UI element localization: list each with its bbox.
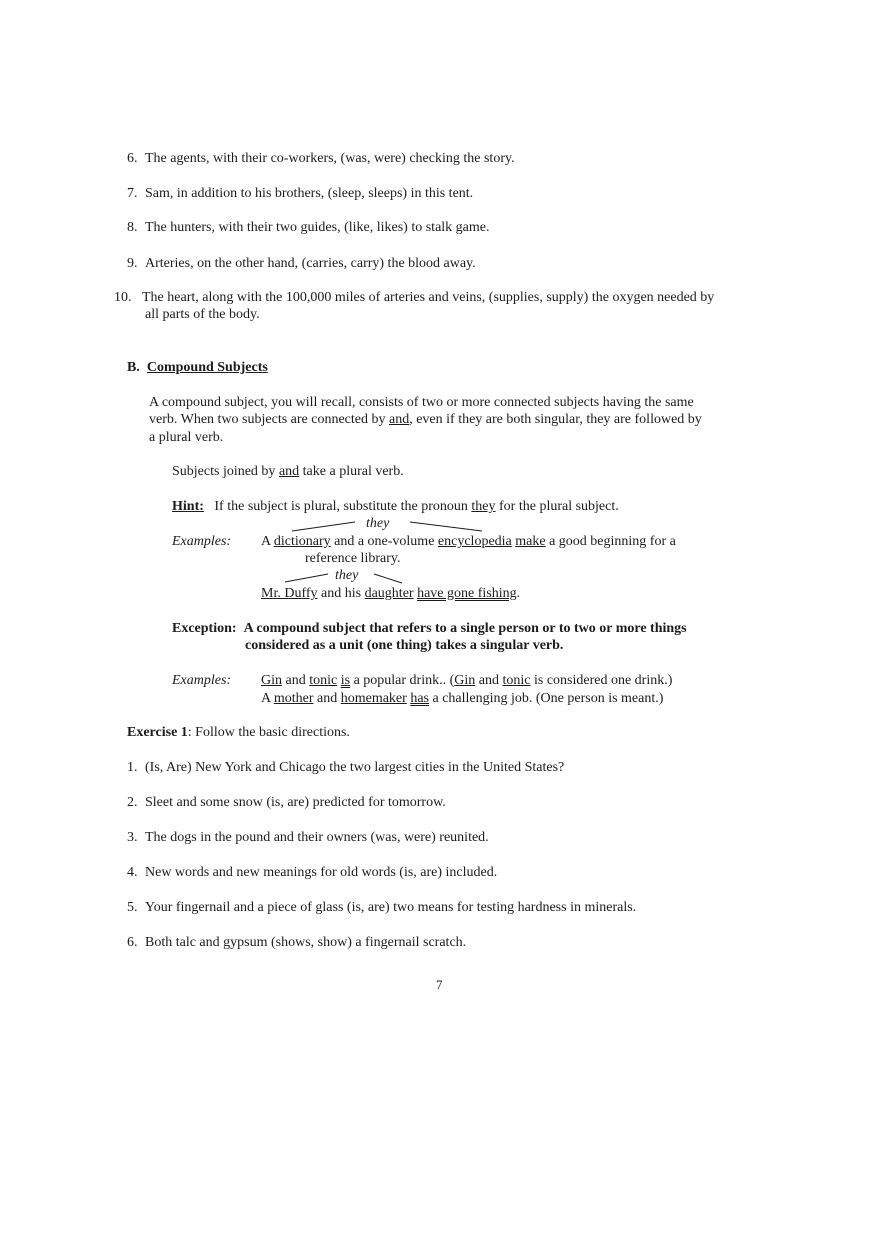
connector-line bbox=[292, 522, 355, 531]
exception-line-2: considered as a unit (one thing) takes a singular verb. bbox=[245, 638, 564, 653]
hint: Hint: If the subject is plural, substitute the pronoun they for the plural subject. bbox=[172, 499, 619, 514]
exercise-item: 6. Both talc and gypsum (shows, show) a fingernail scratch. bbox=[127, 935, 467, 950]
pronoun-annotation: they bbox=[366, 516, 390, 531]
page-number: 7 bbox=[436, 977, 443, 992]
examples-label: Examples: bbox=[172, 673, 232, 688]
exercise-item: 3. The dogs in the pound and their owners (was, were) reunited. bbox=[127, 830, 489, 845]
list-item-continuation: all parts of the body. bbox=[145, 307, 260, 322]
list-item: 6. The agents, with their co-workers, (was, were) checking the story. bbox=[127, 151, 515, 166]
example-sentence-1-continuation: reference library. bbox=[305, 551, 401, 566]
examples-label: Examples: bbox=[172, 534, 232, 549]
intro-line-1: A compound subject, you will recall, consists of two or more connected subjects having the same bbox=[149, 395, 694, 410]
intro-line-2: verb. When two subjects are connected by and, even if they are both singular, they are followed by bbox=[149, 412, 702, 427]
intro-line-3: a plural verb. bbox=[149, 430, 224, 445]
exercise-item: 5. Your fingernail and a piece of glass (is, are) two means for testing hardness in minerals. bbox=[127, 900, 637, 915]
list-item: 8. The hunters, with their two guides, (like, likes) to stalk game. bbox=[127, 220, 490, 235]
list-item: 7. Sam, in addition to his brothers, (sleep, sleeps) in this tent. bbox=[127, 186, 474, 201]
section-heading: B. Compound Subjects bbox=[127, 360, 268, 375]
rule-statement: Subjects joined by and take a plural verb. bbox=[172, 464, 404, 479]
exception-line-1: Exception: A compound subject that refers to a single person or to two or more things bbox=[172, 621, 687, 636]
connector-line bbox=[374, 574, 402, 583]
connector-line bbox=[410, 522, 482, 531]
example-sentence-2: Mr. Duffy and his daughter have gone fishing. bbox=[261, 586, 521, 601]
list-item: 9. Arteries, on the other hand, (carries, carry) the blood away. bbox=[127, 256, 476, 271]
exercise-item: 1. (Is, Are) New York and Chicago the two largest cities in the United States? bbox=[127, 760, 565, 775]
exception-example-2: A mother and homemaker has a challenging job. (One person is meant.) bbox=[261, 691, 664, 706]
section-title: Compound Subjects bbox=[146, 360, 268, 375]
list-item: 10. The heart, along with the 100,000 miles of arteries and veins, (supplies, supply) the oxygen needed by bbox=[114, 290, 715, 305]
exercise-item: 4. New words and new meanings for old words (is, are) included. bbox=[127, 865, 498, 880]
exercise-item: 2. Sleet and some snow (is, are) predicted for tomorrow. bbox=[127, 795, 446, 810]
exercise-heading: Exercise 1: Follow the basic directions. bbox=[127, 725, 350, 740]
pronoun-annotation: they bbox=[335, 568, 359, 583]
example-sentence-1: A dictionary and a one-volume encyclopedia make a good beginning for a bbox=[261, 534, 676, 549]
connector-line bbox=[285, 574, 328, 582]
exception-example-1: Gin and tonic is a popular drink.. (Gin and tonic is considered one drink.) bbox=[261, 673, 673, 688]
